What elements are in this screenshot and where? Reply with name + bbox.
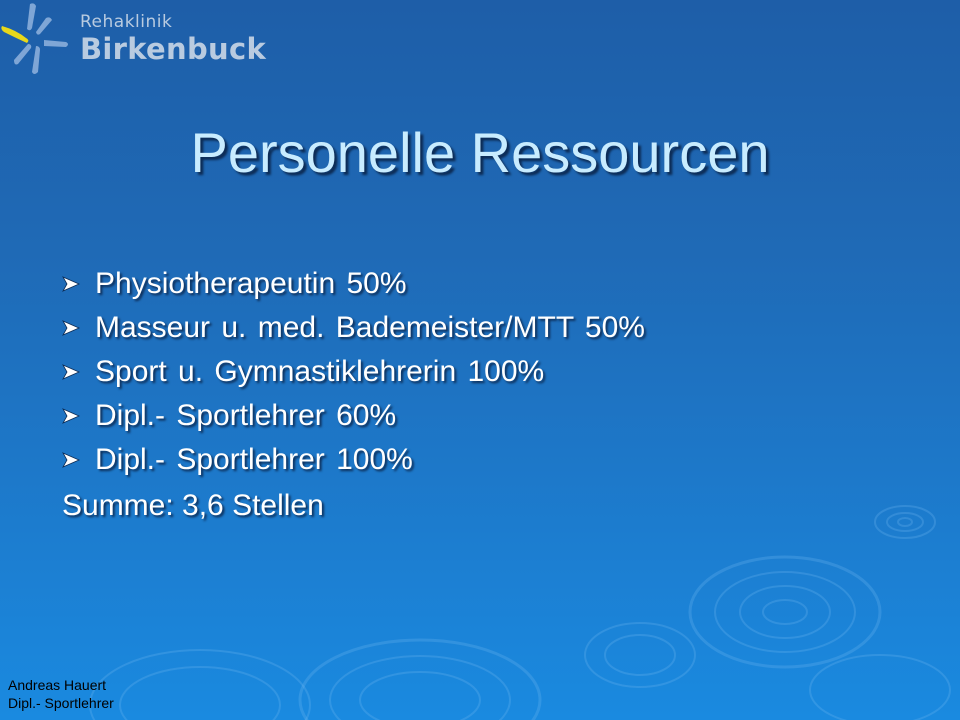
bullet-item bbox=[62, 394, 922, 438]
footer-role: Dipl.- Sportlehrer bbox=[8, 695, 114, 711]
star-logo-icon bbox=[0, 0, 76, 78]
bullet-item bbox=[62, 262, 922, 306]
bullet-text: Sport u. Gymnastiklehrerin 100% bbox=[95, 355, 545, 388]
arrowhead-bullet-icon bbox=[62, 320, 80, 336]
arrowhead-bullet-icon bbox=[62, 408, 80, 424]
arrowhead-bullet-icon bbox=[62, 364, 80, 380]
bullet-item bbox=[62, 306, 922, 350]
logo-text bbox=[80, 12, 266, 66]
logo-line-1: Rehaklinik bbox=[80, 12, 173, 32]
bullet-text: Dipl.- Sportlehrer 100% bbox=[95, 443, 413, 476]
bullet-item bbox=[62, 350, 922, 394]
arrowhead-bullet-icon bbox=[62, 276, 80, 292]
summary-text: Summe: 3,6 Stellen bbox=[62, 489, 324, 522]
bullet-text: Masseur u. med. Bademeister/MTT 50% bbox=[95, 311, 645, 344]
footer-author bbox=[8, 676, 114, 712]
slide-title: Personelle Ressourcen bbox=[190, 121, 770, 184]
bullet-item bbox=[62, 438, 922, 482]
logo-line-2: Birkenbuck bbox=[80, 32, 267, 66]
bullet-text: Physiotherapeutin 50% bbox=[95, 267, 407, 300]
footer-name: Andreas Hauert bbox=[8, 677, 107, 693]
arrowhead-bullet-icon bbox=[62, 452, 80, 468]
bullet-list bbox=[62, 262, 922, 482]
clinic-logo bbox=[0, 0, 267, 80]
bullet-text: Dipl.- Sportlehrer 60% bbox=[95, 399, 397, 432]
